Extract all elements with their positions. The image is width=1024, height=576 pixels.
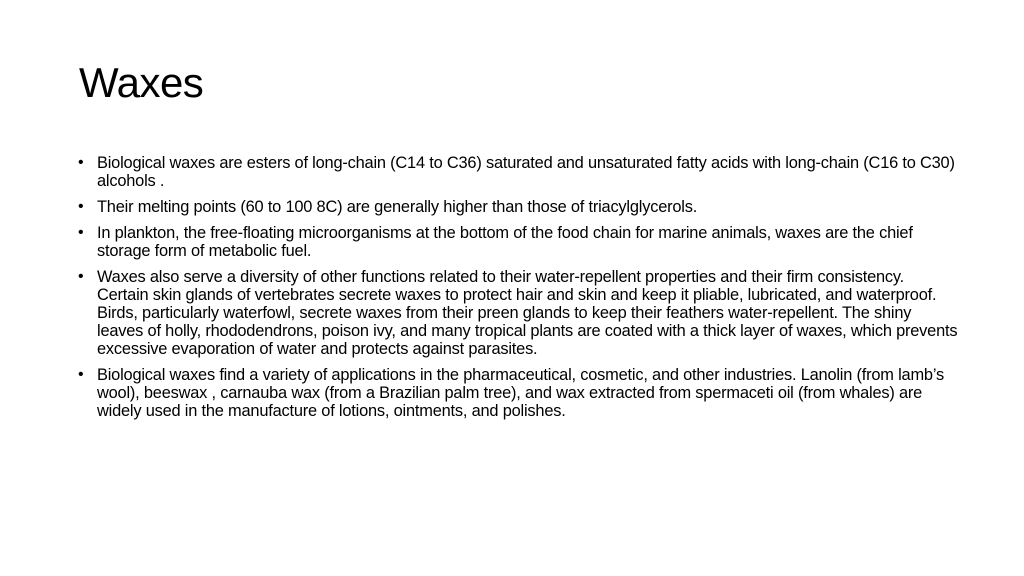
bullet-icon: • (78, 224, 84, 241)
bullet-item-1 (78, 154, 958, 190)
slide-title: Waxes (79, 59, 204, 106)
bullet-icon: • (78, 154, 84, 171)
bullet-icon: • (78, 366, 84, 383)
bullet-text: Waxes also serve a diversity of other functions related to their water-repellent properties and their firm consistency. Certain skin glands of vertebrates secrete waxes to protect hair and skin and keep it pliable, lubricated, and waterproof. Birds, particularly waterfowl, secrete waxes from their preen glands to keep their feathers water-repellent. The shiny leaves of holly, rhododendrons, poison ivy, and many tropical plants are coated with a thick layer of waxes, which prevents excessive evaporation of water and protects against parasites. (97, 268, 958, 358)
bullet-item-3 (78, 224, 958, 260)
bullet-text: Biological waxes are esters of long-chain (C14 to C36) saturated and unsaturated fatty acids with long-chain (C16 to C30) alcohols . (97, 154, 955, 190)
bullet-list (78, 154, 958, 428)
bullet-text: In plankton, the free-floating microorganisms at the bottom of the food chain for marine animals, waxes are the chief storage form of metabolic fuel. (97, 224, 913, 260)
bullet-icon: • (78, 198, 84, 215)
bullet-text: Biological waxes find a variety of applications in the pharmaceutical, cosmetic, and other industries. Lanolin (from lamb’s wool), beeswax , carnauba wax (from a Brazilian palm tree), and wax extracted from spermaceti oil (from whales) are widely used in the manufacture of lotions, ointments, and polishes. (97, 366, 944, 420)
bullet-item-2 (78, 198, 958, 216)
bullet-item-5 (78, 366, 958, 420)
bullet-text: Their melting points (60 to 100 8C) are generally higher than those of triacylglycerols. (97, 198, 698, 216)
bullet-icon: • (78, 268, 84, 285)
bullet-item-4 (78, 268, 958, 358)
